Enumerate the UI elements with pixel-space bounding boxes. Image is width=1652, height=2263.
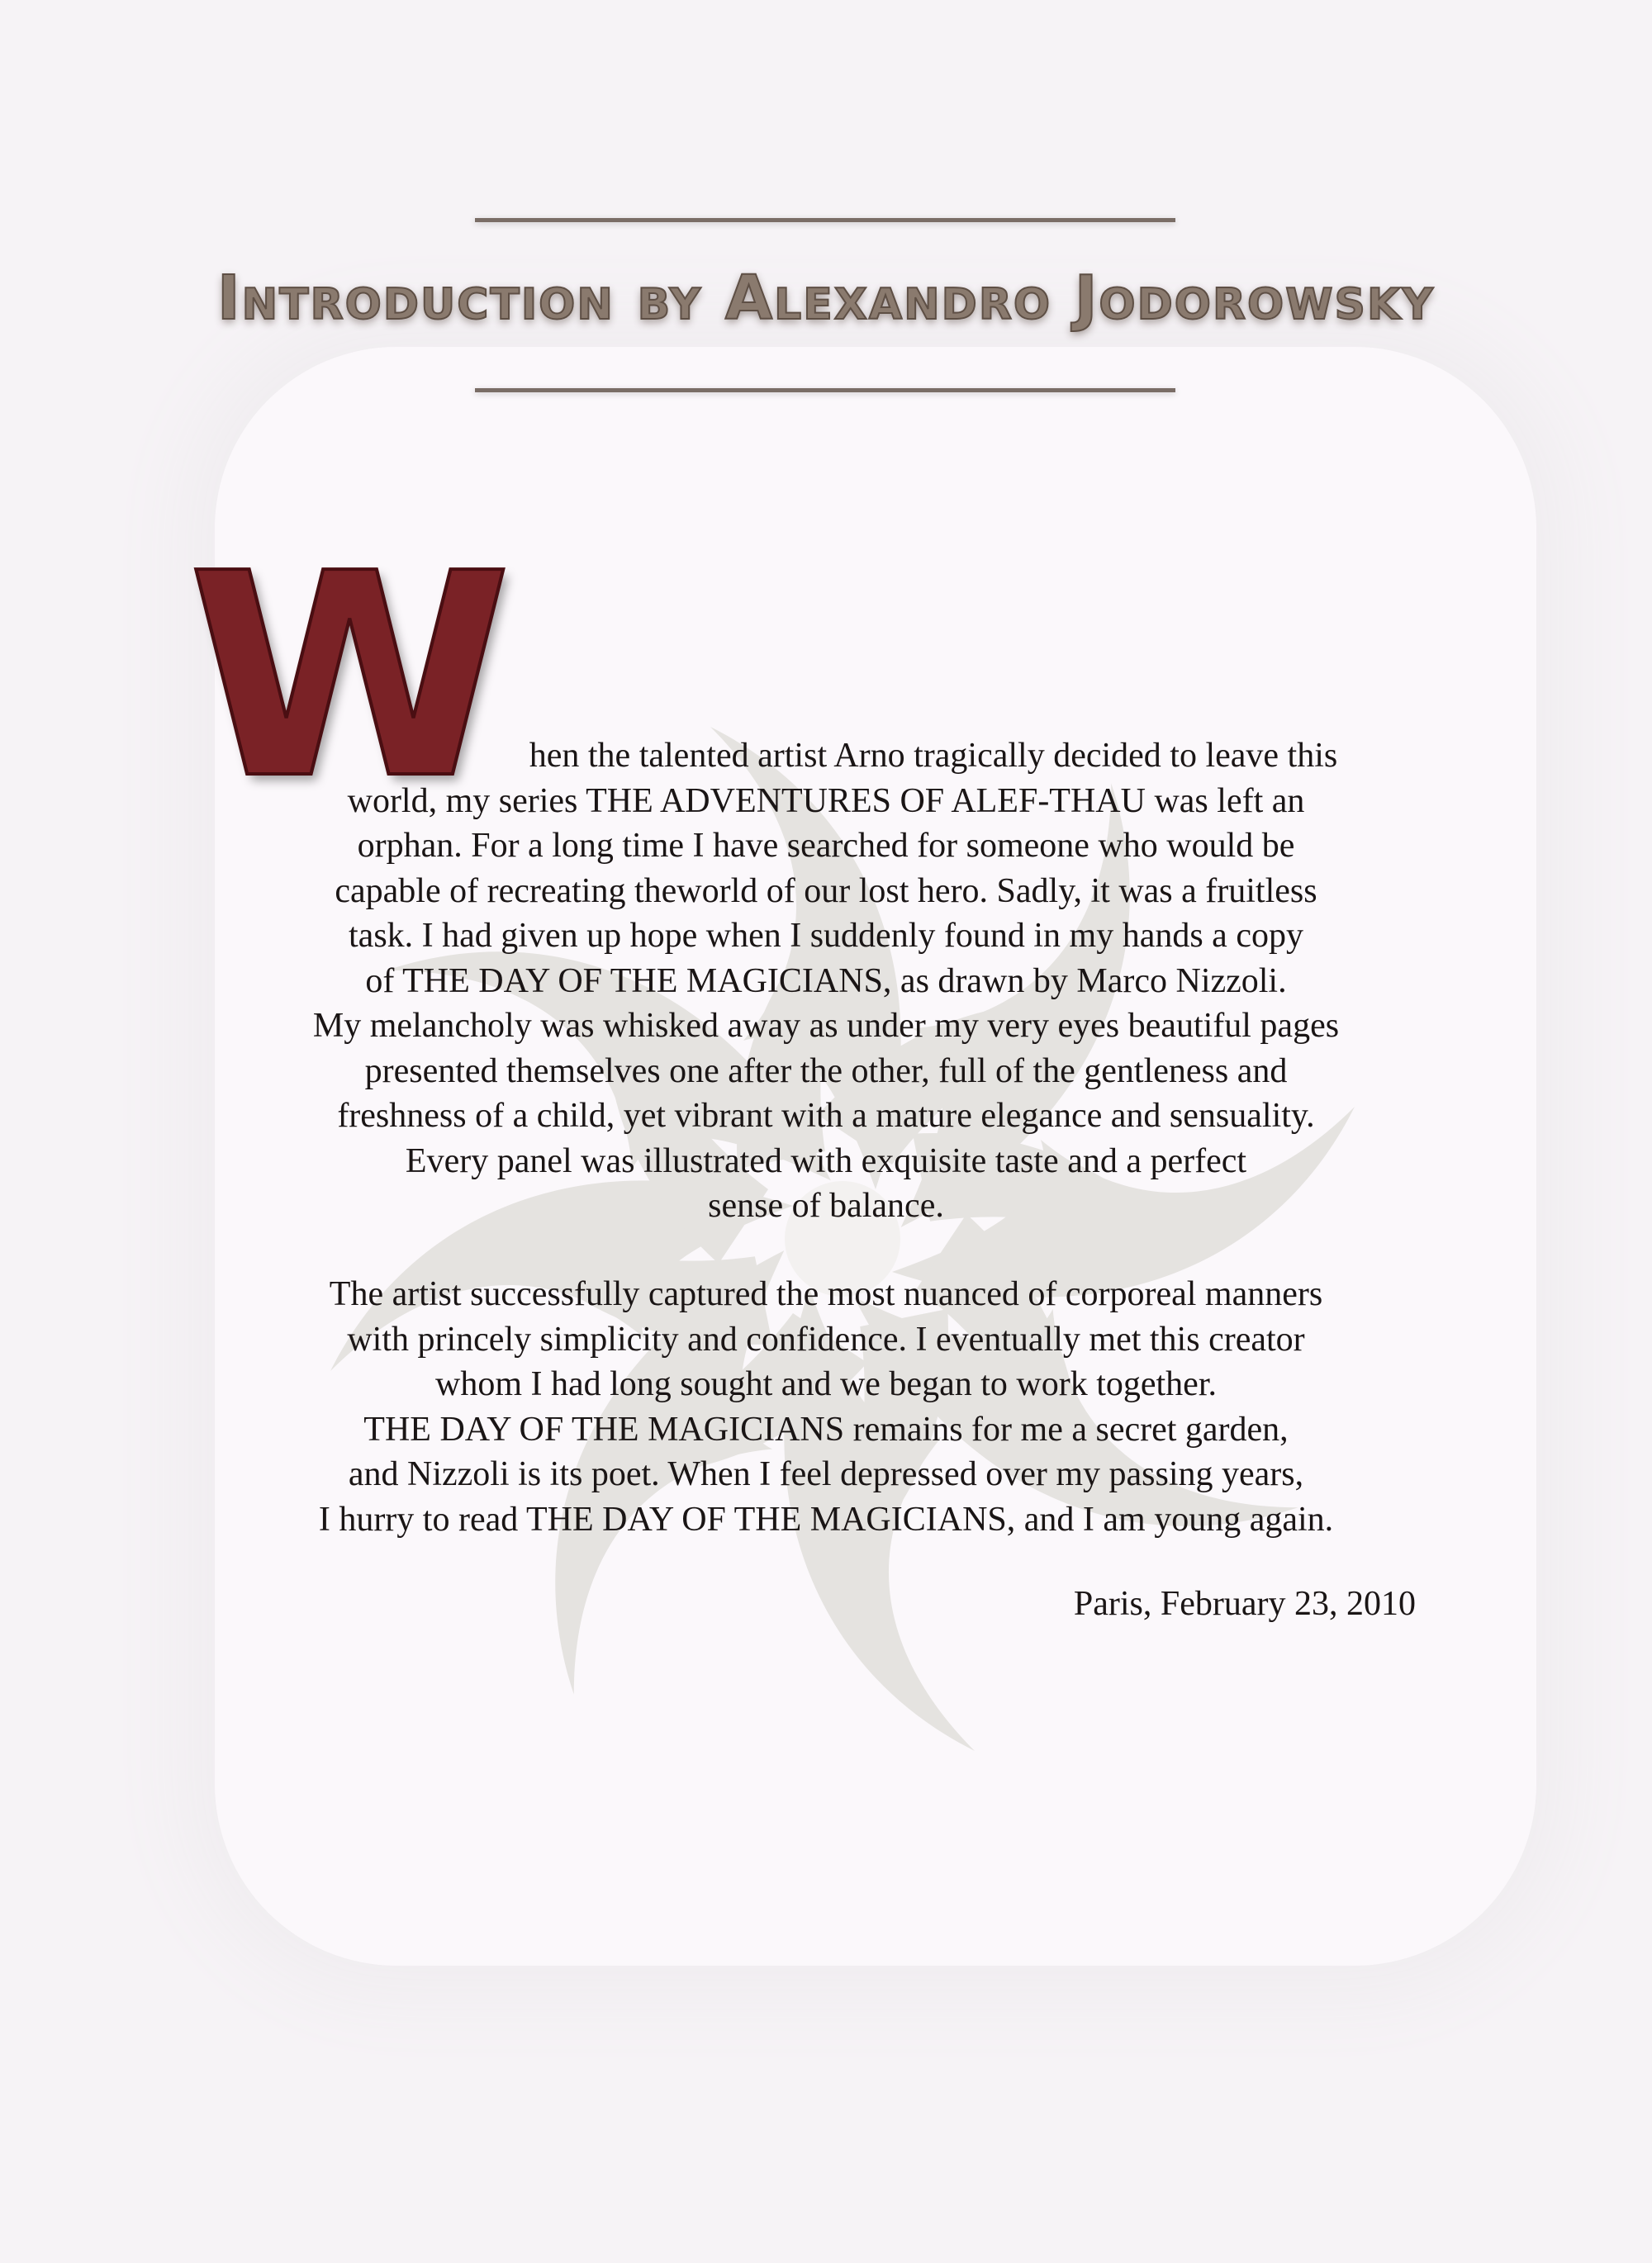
signoff-dateline: Paris, February 23, 2010 xyxy=(1073,1585,1416,1623)
text-line: whom I had long sought and we began to work together. xyxy=(435,1365,1217,1403)
text-line: THE DAY OF THE MAGICIANS remains for me a secret garden, xyxy=(363,1410,1289,1449)
text-line: hen the talented artist Arno tragically decided to leave this xyxy=(529,737,1338,775)
page-title: Introduction by Alexandro Jodorowsky xyxy=(217,263,1435,334)
text-line: presented themselves one after the other, full of the gentleness and xyxy=(364,1051,1288,1090)
text-line: I hurry to read THE DAY OF THE MAGICIANS, and I am young again. xyxy=(318,1500,1334,1539)
paragraph-1 xyxy=(206,733,1446,1229)
text-line: Every panel was illustrated with exquisite taste and a perfect xyxy=(405,1141,1247,1180)
text-line: The artist successfully captured the most nuanced of corporeal manners xyxy=(329,1275,1323,1313)
text-line: capable of recreating theworld of our lost hero. Sadly, it was a fruitless xyxy=(335,871,1317,910)
text-line: world, my series THE ADVENTURES OF ALEF-THAU was left an xyxy=(347,781,1305,820)
text-line: and Nizzoli is its poet. When I feel depressed over my passing years, xyxy=(348,1455,1304,1493)
text-line: of THE DAY OF THE MAGICIANS, as drawn by Marco Nizzoli. xyxy=(365,961,1287,1000)
drop-cap: W xyxy=(187,514,513,841)
title-rule-bottom xyxy=(475,388,1175,392)
text-line: freshness of a child, yet vibrant with a mature elegance and sensuality. xyxy=(337,1097,1315,1135)
text-line: with princely simplicity and confidence. I eventually met this creator xyxy=(347,1320,1305,1359)
paragraph-2 xyxy=(206,1272,1446,1542)
text-line: orphan. For a long time I have searched for someone who would be xyxy=(357,827,1295,865)
text-line: My melancholy was whisked away as under my very eyes beautiful pages xyxy=(312,1007,1340,1045)
text-line: task. I had given up hope when I suddenly found in my hands a copy xyxy=(349,917,1303,955)
text-line: sense of balance. xyxy=(708,1187,944,1225)
title-rule-top xyxy=(475,218,1175,222)
